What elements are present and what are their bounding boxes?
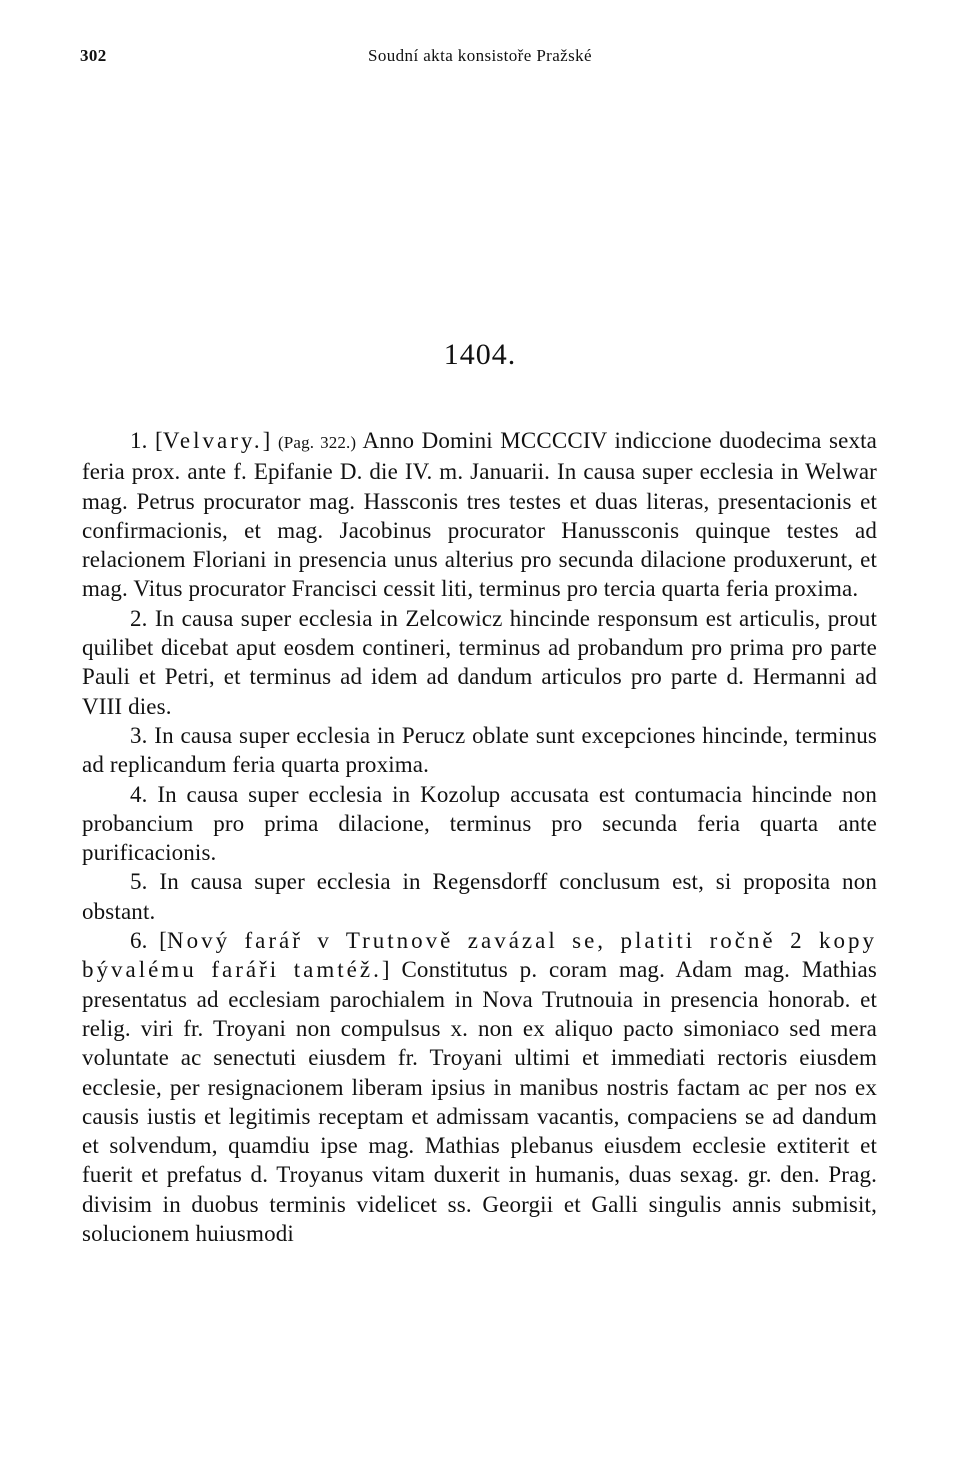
entry-number: 6.: [130, 928, 148, 954]
entry-text: In causa super ecclesia in Zelcowicz hincinde responsum est articulis, prout quilibet dicebat aput eosdem contineri, terminus ad probandum pro prima pro parte Pauli et Petri, et terminus ad idem ad dandum articulos pro parte d. Hermanni ad VIII dies.: [82, 605, 877, 719]
page-reference: (Pag. 322.): [277, 433, 357, 452]
page-number: 302: [80, 46, 107, 65]
running-title: Soudní akta konsistoře Pražské: [368, 46, 592, 65]
entry-text: In causa super ecclesia in Kozolup accusata est contumacia hincinde non probancium pro prima dilacione, terminus pro secunda feria quarta ante purificacionis.: [82, 781, 877, 866]
bracket-open: [: [159, 928, 167, 954]
entry-number: 1.: [130, 428, 148, 453]
entry-6: [82, 926, 877, 1248]
entry-text: In causa super ecclesia in Perucz oblate sunt excepciones hincinde, terminus ad replicandum feria quarta proxima.: [82, 722, 877, 778]
entry-text: Anno Domini MCCCCIV indiccione duodecima sexta feria prox. ante f. Epifanie D. die IV. m. Januarii. In causa super ecclesia in Welwar mag. Petrus procurator mag. Hassconis tres testes et duas literas, presentacionis et confirmacionis, et mag. Jacobinus procurator Hanussconis quinque testes ad relacionem Floriani in presencia unus alterius pro secunda dilacione produxerunt, et mag. Vitus procurator Francisci cessit liti, terminus pro tercia quarta feria proxima.: [82, 428, 878, 602]
running-head: [80, 46, 880, 74]
entry-number: 2.: [130, 605, 148, 631]
entry-number: 3.: [130, 722, 148, 748]
entry-2: [82, 604, 877, 721]
entry-4: [82, 780, 877, 868]
entry-summary: Nový farář v Trutnově zavázal se, platiti ročně 2 kopy bývalému faráři tamtéž.: [82, 928, 878, 983]
entry-text: In causa super ecclesia in Regensdorff conclusum est, si proposita non obstant.: [82, 869, 877, 924]
entry-number: 5.: [130, 869, 148, 895]
year-heading: 1404.: [443, 338, 517, 371]
entry-number: 4.: [130, 781, 148, 807]
entry-3: [82, 721, 877, 780]
body-text: [82, 426, 877, 1248]
bracket-close: ]: [262, 428, 271, 453]
bracket-close: ]: [381, 957, 390, 983]
entry-text: Constitutus p. coram mag. Adam mag. Mathias presentatus ad ecclesiam parochialem in Nova Trutnouia in presencia honorab. et relig. viri fr. Troyani non compulsus x. non ex aliquo pacto simoniaco sed mera voluntate ac senectuti eiusdem fr. Troyani ultimi et immediati rectoris eiusdem ecclesie, per resignacionem liberam ipsius in manibus nostris factam ac per nos ex causis iustis et legitimis receptam et admissam vacantis, compaciens se ad dandum et solvendum, quamdiu ipse mag. Mathias plebanus eiusdem ecclesie extiterit et fuerit et prefatus d. Troyanus vitam duxerit in humanis, duas sexag. gr. den. Prag. divisim in duobus terminis videlicet ss. Georgii et Galli singulis annis submisit, solucionem huiusmodi: [82, 957, 877, 1247]
entry-5: [82, 867, 877, 926]
entry-1: [82, 426, 877, 604]
bracket-open: [: [155, 428, 163, 453]
place-name: Velvary.: [162, 428, 263, 453]
